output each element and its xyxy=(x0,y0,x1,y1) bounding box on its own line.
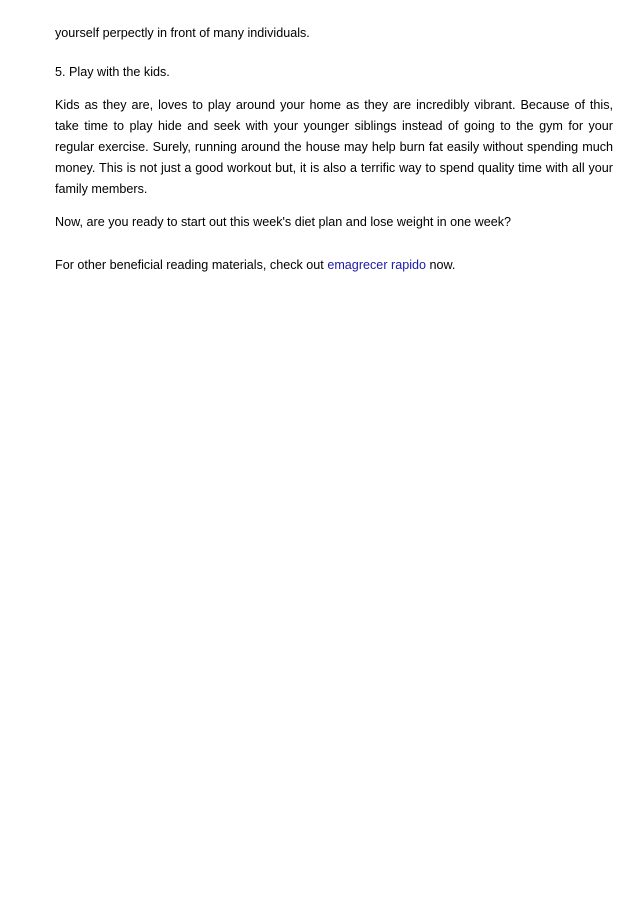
paragraph-kids: Kids as they are, loves to play around your home as they are incredibly vibrant. Because of this, take time to play hide and seek with your younger siblings instead of going to the gym for your regular exercise. Surely, running around the house may help burn fat easily without spending much money. This is not just a good workout but, it is also a terrific way to spend quality time with all your family members. xyxy=(55,98,613,196)
paragraph-question: Now, are you ready to start out this week's diet plan and lose weight in one week? xyxy=(55,215,512,229)
emagrecer-rapido-link[interactable]: emagrecer rapido xyxy=(327,258,427,272)
paragraph-continuation: yourself perpectly in front of many individuals. xyxy=(55,26,310,40)
reading-text-before: For other beneficial reading materials, check out xyxy=(55,258,328,272)
paragraph-reading-materials xyxy=(55,255,613,276)
reading-text-after: now. xyxy=(426,258,456,272)
section-heading-play-with-kids: 5. Play with the kids. xyxy=(55,65,170,79)
